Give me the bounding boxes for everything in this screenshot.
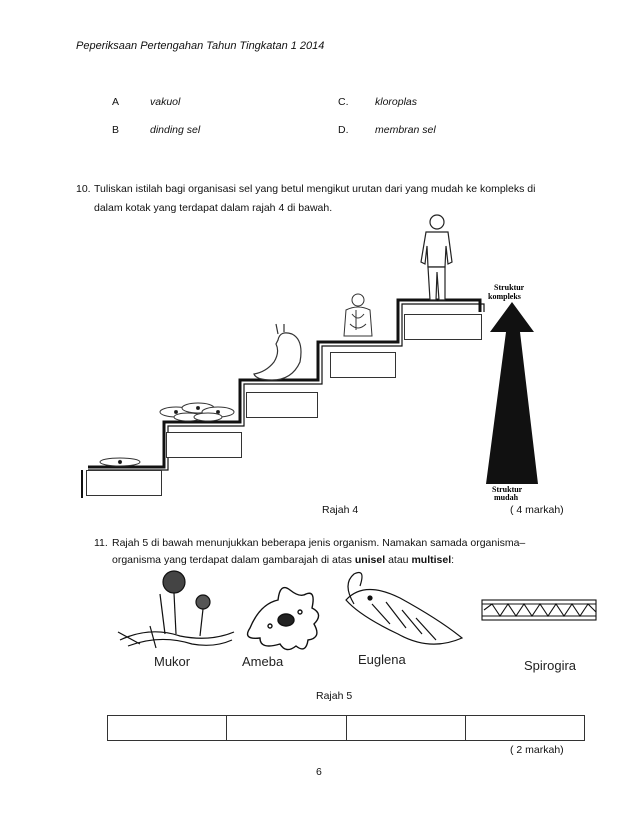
human-figure-icon	[421, 215, 452, 300]
answer-box-level-2[interactable]	[166, 432, 242, 458]
answer-table-row	[108, 716, 585, 741]
option-text-c: kloroplas	[375, 96, 418, 108]
arrow-top-label-1: Struktur	[494, 283, 525, 292]
answer-box-level-4[interactable]	[330, 352, 396, 378]
spirogira-icon	[482, 600, 596, 620]
single-cell-icon	[100, 458, 140, 466]
answer-cell-3[interactable]	[346, 716, 465, 741]
euglena-icon	[346, 573, 462, 645]
question-11-marks: ( 2 markah)	[510, 744, 564, 756]
question-10-line-1: Tuliskan istilah bagi organisasi sel yang betul mengikut urutan dari yang mudah ke kompleks di	[94, 183, 536, 195]
complexity-arrow	[486, 302, 538, 484]
answer-box-level-5[interactable]	[404, 314, 482, 340]
answer-box-level-1[interactable]	[86, 470, 162, 496]
question-10-number: 10.	[76, 183, 91, 195]
question-10-line-2: dalam kotak yang terdapat dalam rajah 4 di bawah.	[94, 202, 333, 214]
arrow-bottom-label-1: Struktur	[492, 485, 523, 494]
q11-line2-part-a: organisma yang terdapat dalam gambarajah di atas	[112, 554, 355, 566]
q11-line2-part-c: atau	[385, 554, 412, 566]
question-11-number: 11.	[94, 537, 108, 549]
answer-box-level-3[interactable]	[246, 392, 318, 418]
answer-cell-2[interactable]	[227, 716, 346, 741]
option-text-b: dinding sel	[150, 124, 201, 136]
tissue-cells-icon	[160, 403, 234, 421]
q11-unisel: unisel	[354, 554, 386, 566]
answer-cell-1[interactable]	[108, 716, 227, 741]
organism-label-spirogira: Spirogira	[524, 658, 577, 673]
page-number: 6	[316, 766, 322, 778]
arrow-bottom-label-2: mudah	[494, 493, 519, 502]
option-text-d: membran sel	[375, 124, 436, 136]
option-letter-d: D.	[338, 124, 349, 136]
q11-line2-part-e: :	[451, 554, 455, 566]
option-text-a: vakuol	[150, 96, 181, 108]
q11-multisel: multisel	[411, 554, 452, 566]
organism-label-mukor: Mukor	[154, 654, 191, 669]
mukor-icon	[118, 571, 234, 648]
options-block	[0, 0, 638, 150]
option-letter-b: B	[112, 124, 120, 136]
rajah-5-organisms	[110, 564, 600, 676]
answer-cell-4[interactable]	[465, 716, 584, 741]
rajah-4-staircase-diagram	[80, 212, 560, 502]
rajah-5-caption: Rajah 5	[316, 690, 353, 702]
option-letter-c: C.	[338, 96, 349, 108]
question-10-marks: ( 4 markah)	[510, 504, 564, 516]
page-header: Peperiksaan Pertengahan Tahun Tingkatan 1 2014	[76, 40, 325, 52]
arrow-top-label-2: kompleks	[488, 292, 521, 301]
stomach-organ-icon	[254, 324, 301, 380]
organ-system-icon	[344, 294, 372, 336]
rajah-4-caption: Rajah 4	[322, 504, 359, 516]
ameba-icon	[248, 588, 319, 650]
option-letter-a: A	[112, 96, 120, 108]
organism-label-ameba: Ameba	[242, 654, 284, 669]
organism-label-euglena: Euglena	[358, 652, 406, 667]
answer-table	[107, 715, 585, 741]
question-11-line-1: Rajah 5 di bawah menunjukkan beberapa jenis organism. Namakan samada organisma–	[112, 537, 526, 549]
